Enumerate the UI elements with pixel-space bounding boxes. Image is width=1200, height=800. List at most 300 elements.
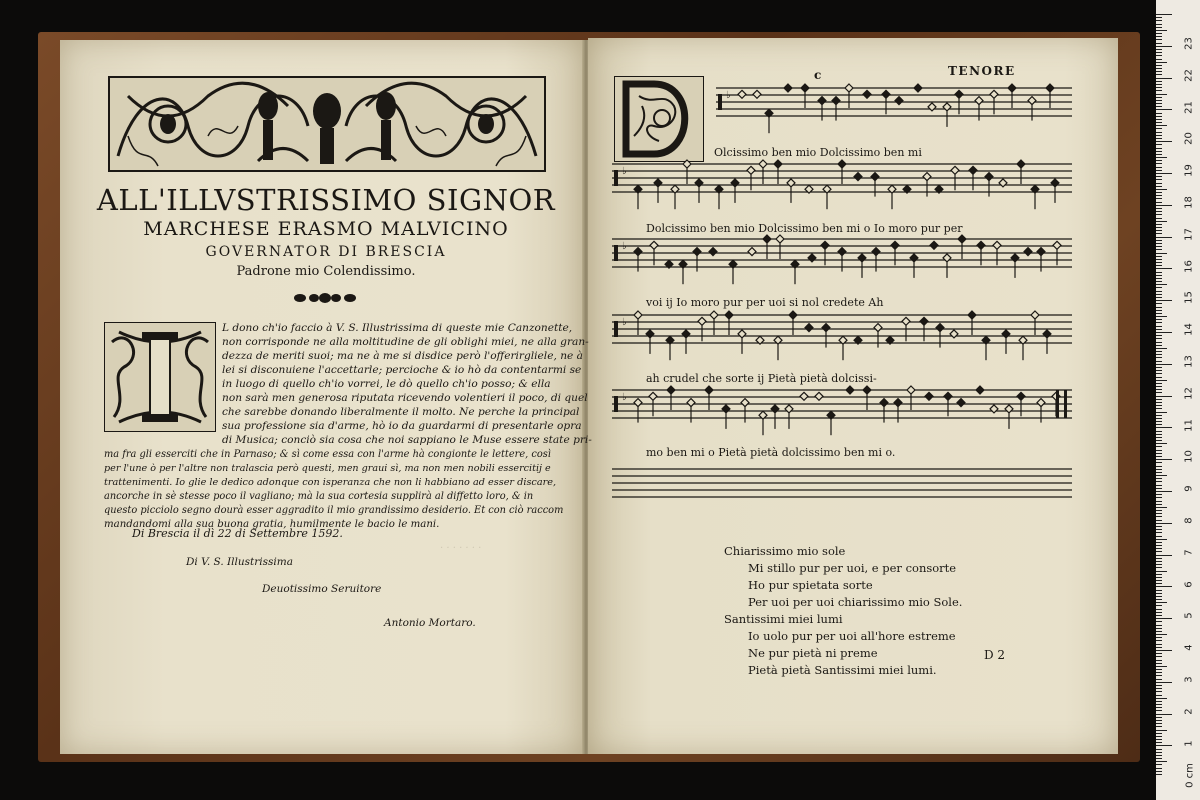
ruler-tick	[1156, 475, 1167, 476]
ruler-tick	[1156, 332, 1172, 333]
ruler-tick	[1156, 768, 1162, 769]
ruler-tick	[1156, 583, 1162, 584]
ruler-tick	[1156, 367, 1162, 368]
ruler-tick	[1156, 466, 1162, 467]
music-note	[1051, 179, 1059, 187]
ruler-tick	[1156, 523, 1172, 524]
flat-sign: ♭	[622, 392, 627, 403]
verse-line-6: Io uolo pur per uoi all'hore estreme	[748, 629, 956, 643]
ruler-tick	[1156, 81, 1162, 82]
music-note	[930, 241, 938, 249]
ruler-tick	[1156, 313, 1162, 314]
ruler-number: 13	[1183, 355, 1195, 368]
ruler-tick	[1156, 20, 1162, 21]
ruler-tick	[1156, 27, 1162, 28]
ruler-tick	[1156, 609, 1162, 610]
lyric-line-4: ah crudel che sorte ij Pietà pietà dolcissi-	[646, 372, 877, 385]
ruler-tick	[1156, 253, 1167, 254]
dedication-recipient: MARCHESE ERASMO MALVICINO	[143, 218, 509, 240]
ruler-tick	[1156, 434, 1162, 435]
music-note	[683, 160, 691, 168]
ruler-tick	[1156, 256, 1162, 257]
ruler-tick	[1156, 59, 1162, 60]
ruler-tick	[1156, 329, 1162, 330]
music-note	[1008, 84, 1016, 92]
ruler-tick	[1156, 516, 1162, 517]
flat-sign: ♭	[622, 166, 627, 177]
music-note	[705, 386, 713, 394]
ruler-tick	[1156, 173, 1172, 174]
ruler-tick	[1156, 443, 1167, 444]
ruler-tick	[1156, 710, 1162, 711]
ruler-tick	[1156, 186, 1162, 187]
flat-sign: ♭	[622, 241, 627, 252]
music-note	[968, 311, 976, 319]
ruler-tick	[1156, 526, 1162, 527]
music-note	[999, 179, 1007, 187]
ruler-tick	[1156, 275, 1162, 276]
ruler-tick	[1156, 52, 1162, 53]
music-note	[955, 90, 963, 98]
music-note	[731, 179, 739, 187]
ruler-tick	[1156, 90, 1162, 91]
ornamental-banner	[108, 76, 546, 172]
ruler-number: 6	[1183, 580, 1195, 588]
dedication-line-13: ancorche in sè stesse poco il vagliano; mà la sua cortesia supplirà al diffetto loro, & in	[104, 491, 534, 502]
ruler-tick	[1156, 43, 1162, 44]
music-note	[634, 399, 642, 407]
ruler-number: 5	[1183, 612, 1195, 620]
music-note	[741, 399, 749, 407]
ruler-tick	[1156, 135, 1162, 136]
ruler-tick	[1156, 335, 1162, 336]
ruler-tick	[1156, 214, 1162, 215]
music-note	[738, 90, 746, 98]
ruler-tick	[1156, 148, 1162, 149]
music-note	[1017, 160, 1025, 168]
ruler-tick	[1156, 144, 1162, 145]
music-note	[789, 311, 797, 319]
ruler-tick	[1156, 345, 1162, 346]
ruler-tick	[1156, 221, 1167, 222]
ruler-tick	[1156, 259, 1162, 260]
ruler-tick	[1156, 586, 1172, 587]
music-note	[784, 84, 792, 92]
ruler-tick	[1156, 660, 1162, 661]
closing-servant: Deuotissimo Seruitore	[262, 583, 382, 595]
final-barline	[1064, 390, 1067, 418]
ruler-tick	[1156, 529, 1162, 530]
ruler-tick	[1156, 160, 1162, 161]
ruler-tick	[1156, 106, 1162, 107]
ruler-tick	[1156, 701, 1162, 702]
music-note	[976, 386, 984, 394]
dedication-line-5: in luogo di quello ch'io vorrei, le dò quello ch'io posso; & ella	[222, 378, 551, 390]
lyric-line-3: voi ij Io moro pur per uoi si nol credete Ah	[646, 296, 884, 309]
ruler-tick	[1156, 157, 1167, 158]
clef-mark	[614, 396, 618, 412]
ruler-tick	[1156, 555, 1172, 556]
closing-salutation: Di V. S. Illustrissima	[186, 556, 293, 568]
ruler-number: 15	[1183, 291, 1195, 305]
ruler-tick	[1156, 679, 1162, 680]
ruler-tick	[1156, 593, 1162, 594]
ruler-tick	[1156, 36, 1162, 37]
ruler-tick	[1156, 249, 1162, 250]
dedication-line-7: che sarebbe donando liberalmente il molto. Ne perche la principal	[222, 406, 580, 418]
ruler-tick	[1156, 691, 1162, 692]
verse-line-3: Ho pur spietata sorte	[748, 578, 873, 592]
ruler-tick	[1156, 233, 1162, 234]
ruler-tick	[1156, 764, 1162, 765]
ruler-tick	[1156, 291, 1162, 292]
ruler-tick	[1156, 303, 1162, 304]
dedication-line-15: mandandomi alla sua buona gratia, humilmente le bacio le mani.	[104, 519, 440, 530]
ruler-tick	[1156, 545, 1162, 546]
ruler-tick	[1156, 513, 1162, 514]
ruler-tick	[1156, 65, 1162, 66]
ruler-tick	[1156, 33, 1162, 34]
ruler-tick	[1156, 373, 1162, 374]
ruler-tick	[1156, 198, 1162, 199]
ruler-number: 7	[1183, 549, 1195, 556]
verse-line-4: Per uoi per uoi chiarissimo mio Sole.	[748, 595, 963, 609]
ruler-tick	[1156, 46, 1172, 47]
ruler-tick	[1156, 192, 1162, 193]
ruler-tick	[1156, 539, 1167, 540]
ruler-tick	[1156, 357, 1162, 358]
music-note	[808, 254, 816, 262]
ruler-number: 8	[1183, 517, 1195, 524]
ruler-tick	[1156, 726, 1162, 727]
ruler-unit-label: 0 cm	[1184, 763, 1196, 788]
ruler-tick	[1156, 742, 1162, 743]
ruler-tick	[1156, 675, 1162, 676]
show-through-text: . . . . . . .	[440, 540, 482, 551]
music-note	[815, 392, 823, 400]
music-note	[738, 330, 746, 338]
music-note	[805, 324, 813, 332]
music-note	[787, 179, 795, 187]
ruler-tick	[1156, 316, 1167, 317]
music-note	[957, 399, 965, 407]
verse-line-8: Pietà pietà Santissimi miei lumi.	[748, 663, 937, 677]
music-note	[846, 386, 854, 394]
music-note	[902, 317, 910, 325]
clef-mark	[614, 170, 618, 186]
music-note	[1028, 97, 1036, 105]
music-note	[951, 166, 959, 174]
ruler-tick	[1156, 389, 1162, 390]
ruler-tick	[1156, 170, 1162, 171]
ruler-tick	[1156, 322, 1162, 323]
ruler-number: 9	[1183, 485, 1195, 492]
music-note	[923, 173, 931, 181]
ruler-tick	[1156, 78, 1172, 79]
lyric-line-1: Olcissimo ben mio Dolcissimo ben mi	[714, 146, 922, 159]
ruler-tick	[1156, 230, 1162, 231]
clef-mark	[614, 321, 618, 337]
music-note	[774, 160, 782, 168]
ruler-tick	[1156, 488, 1162, 489]
ruler-tick	[1156, 427, 1172, 428]
ruler-tick	[1156, 459, 1172, 460]
ruler-tick	[1156, 310, 1162, 311]
music-note	[709, 248, 717, 256]
author-signature: Antonio Mortaro.	[384, 617, 476, 629]
ruler-tick	[1156, 132, 1162, 133]
dedication-line-1: L dono ch'io faccio à V. S. Illustrissima di queste mie Canzonette,	[222, 322, 573, 334]
verse-line-7: Ne pur pietà ni preme	[748, 646, 878, 660]
ruler-tick	[1156, 205, 1172, 206]
music-note	[818, 97, 826, 105]
ruler-tick	[1156, 440, 1162, 441]
ruler-tick	[1156, 469, 1162, 470]
ruler-tick	[1156, 720, 1162, 721]
music-note	[1011, 254, 1019, 262]
music-note	[722, 405, 730, 413]
ruler-tick	[1156, 138, 1162, 139]
ruler-tick	[1156, 536, 1162, 537]
music-note	[725, 311, 733, 319]
ruler-number: 19	[1183, 164, 1195, 178]
music-note	[771, 405, 779, 413]
music-note	[698, 317, 706, 325]
ruler-number: 16	[1183, 259, 1195, 273]
music-note	[863, 90, 871, 98]
ruler-tick	[1156, 755, 1162, 756]
music-note	[682, 330, 690, 338]
ruler-tick	[1156, 268, 1172, 269]
music-note	[990, 90, 998, 98]
music-note	[891, 241, 899, 249]
ruler-tick	[1156, 176, 1162, 177]
ruler-number: 2	[1183, 708, 1195, 715]
ruler-tick	[1156, 24, 1162, 25]
ruler-tick	[1156, 348, 1167, 349]
ruler-tick	[1156, 752, 1162, 753]
ruler-tick	[1156, 548, 1162, 549]
music-note	[687, 399, 695, 407]
ruler-tick	[1156, 116, 1162, 117]
ruler-tick	[1156, 596, 1162, 597]
clef-mark	[718, 94, 722, 110]
ruler-tick	[1156, 103, 1162, 104]
ruler-tick	[1156, 278, 1162, 279]
ruler-tick	[1156, 243, 1162, 244]
ruler-tick	[1156, 246, 1162, 247]
ruler-tick	[1156, 510, 1162, 511]
music-note	[874, 324, 882, 332]
dedication-line-11: per l'une ò per l'altre non tralascia però questi, men graui sì, ma non men nobili essercitij e	[104, 463, 551, 474]
ruler-tick	[1156, 281, 1162, 282]
ruler-tick	[1156, 377, 1162, 378]
decorated-initial-i	[104, 322, 216, 432]
ruler-tick	[1156, 307, 1162, 308]
music-note	[1037, 399, 1045, 407]
ruler-tick	[1156, 561, 1162, 562]
dedication-line-4: lei si disconuiene l'accettarle; percioche & io hò da contentarmi se	[222, 364, 582, 376]
music-note	[822, 324, 830, 332]
ruler-tick	[1156, 262, 1162, 263]
ruler-tick	[1156, 342, 1162, 343]
ruler-tick	[1156, 338, 1162, 339]
ruler-tick	[1156, 739, 1162, 740]
music-note	[925, 392, 933, 400]
music-note	[990, 405, 998, 413]
ruler-tick	[1156, 501, 1162, 502]
ruler-tick	[1156, 272, 1162, 273]
music-note	[943, 103, 951, 111]
ruler-tick	[1156, 396, 1172, 397]
ruler-tick	[1156, 326, 1162, 327]
music-note	[910, 254, 918, 262]
dedication-line-6: non sarà men generosa riputata ricevendo volentieri il poco, di quel	[222, 392, 588, 404]
ruler-tick	[1156, 408, 1162, 409]
ruler-tick	[1156, 574, 1162, 575]
music-note	[936, 324, 944, 332]
ruler-number: 10	[1183, 450, 1195, 464]
ruler-tick	[1156, 494, 1162, 495]
ruler-tick	[1156, 450, 1162, 451]
ruler-tick	[1156, 656, 1162, 657]
ruler-number: 11	[1183, 418, 1195, 432]
music-note	[943, 254, 951, 262]
ruler-tick	[1156, 472, 1162, 473]
ruler-tick	[1156, 504, 1162, 505]
flat-sign: ♭	[726, 90, 731, 101]
music-note	[958, 235, 966, 243]
ruler-tick	[1156, 351, 1162, 352]
ruler-tick	[1156, 361, 1162, 362]
ruler-number: 14	[1183, 323, 1195, 337]
ruler-tick	[1156, 370, 1162, 371]
music-note	[634, 311, 642, 319]
music-note	[747, 166, 755, 174]
ruler-tick	[1156, 167, 1162, 168]
ruler-tick	[1156, 119, 1162, 120]
ruler-tick	[1156, 354, 1162, 355]
music-note	[763, 235, 771, 243]
ruler-tick	[1156, 478, 1162, 479]
verse-line-1: Chiarissimo mio sole	[724, 544, 846, 558]
music-note	[1053, 241, 1061, 249]
ruler-tick	[1156, 723, 1162, 724]
ruler-tick	[1156, 30, 1167, 31]
ruler-tick	[1156, 580, 1162, 581]
ruler-tick	[1156, 14, 1172, 15]
verse-line-5: Santissimi miei lumi	[724, 612, 843, 626]
flat-sign: ♭	[622, 317, 627, 328]
ruler-tick	[1156, 577, 1162, 578]
ruler-tick	[1156, 297, 1162, 298]
ruler-tick	[1156, 84, 1162, 85]
ruler-tick	[1156, 424, 1162, 425]
music-note	[1046, 84, 1054, 92]
music-note	[838, 248, 846, 256]
ruler-number: 18	[1183, 196, 1195, 209]
ruler-tick	[1156, 481, 1162, 482]
small-ornament	[290, 290, 360, 306]
music-note	[646, 330, 654, 338]
ruler-tick	[1156, 386, 1162, 387]
ruler-tick	[1156, 446, 1162, 447]
music-note	[863, 386, 871, 394]
music-note	[928, 103, 936, 111]
ruler-tick	[1156, 421, 1162, 422]
ruler-tick	[1156, 637, 1162, 638]
dedication-line-10: ma fra gli esserciti che in Parnaso; & sì come essa con l'arme hà congionte le lettere, così	[104, 449, 551, 460]
ruler-tick	[1156, 631, 1162, 632]
ruler-tick	[1156, 294, 1162, 295]
ruler-tick	[1156, 100, 1162, 101]
ruler-tick	[1156, 151, 1162, 152]
ruler-tick	[1156, 532, 1162, 533]
dedication-salutation: Padrone mio Colendissimo.	[236, 264, 416, 279]
music-note	[759, 160, 767, 168]
music-note	[872, 248, 880, 256]
ruler-tick	[1156, 704, 1162, 705]
ruler-number: 21	[1183, 100, 1195, 114]
ruler-tick	[1156, 669, 1162, 670]
music-note	[944, 392, 952, 400]
measuring-ruler	[1156, 0, 1200, 800]
ruler-number: 12	[1183, 386, 1195, 400]
music-note	[894, 399, 902, 407]
ruler-tick	[1156, 599, 1162, 600]
ruler-number: 1	[1183, 739, 1195, 747]
music-note	[1037, 248, 1045, 256]
ruler-tick	[1156, 462, 1162, 463]
ruler-tick	[1156, 55, 1162, 56]
dedication-line-9: di Musica; conciò sia cosa che noi sappiano le Muse essere state pri-	[222, 434, 592, 446]
ruler-tick	[1156, 761, 1167, 762]
music-note	[800, 392, 808, 400]
ruler-tick	[1156, 141, 1172, 142]
lyric-line-2: Dolcissimo ben mio Dolcissimo ben mi o Io moro pur per	[646, 222, 963, 235]
ruler-number: 3	[1183, 676, 1195, 683]
music-note	[969, 166, 977, 174]
ruler-tick	[1156, 647, 1162, 648]
ruler-tick	[1156, 520, 1162, 521]
ruler-tick	[1156, 698, 1167, 699]
ruler-tick	[1156, 437, 1162, 438]
music-note	[845, 84, 853, 92]
ruler-tick	[1156, 202, 1162, 203]
ruler-tick	[1156, 771, 1162, 772]
music-note	[895, 97, 903, 105]
ruler-tick	[1156, 758, 1162, 759]
ruler-tick	[1156, 208, 1162, 209]
ruler-tick	[1156, 402, 1162, 403]
ruler-tick	[1156, 707, 1162, 708]
ruler-tick	[1156, 287, 1162, 288]
verse-line-2: Mi stillo pur per uoi, e per consorte	[748, 561, 957, 575]
ruler-tick	[1156, 558, 1162, 559]
ruler-tick	[1156, 113, 1162, 114]
lyric-line-5: mo ben mi o Pietà pietà dolcissimo ben mi o.	[646, 446, 896, 459]
ruler-tick	[1156, 392, 1162, 393]
ruler-tick	[1156, 163, 1162, 164]
music-note	[882, 90, 890, 98]
ruler-tick	[1156, 485, 1162, 486]
dedication-line-2: non corrisponde ne alla moltitudine de gli oblighi miei, ne alla gran-	[222, 336, 589, 348]
ruler-tick	[1156, 71, 1162, 72]
ruler-tick	[1156, 602, 1167, 603]
music-note	[785, 405, 793, 413]
music-note	[1002, 330, 1010, 338]
ruler-tick	[1156, 380, 1167, 381]
